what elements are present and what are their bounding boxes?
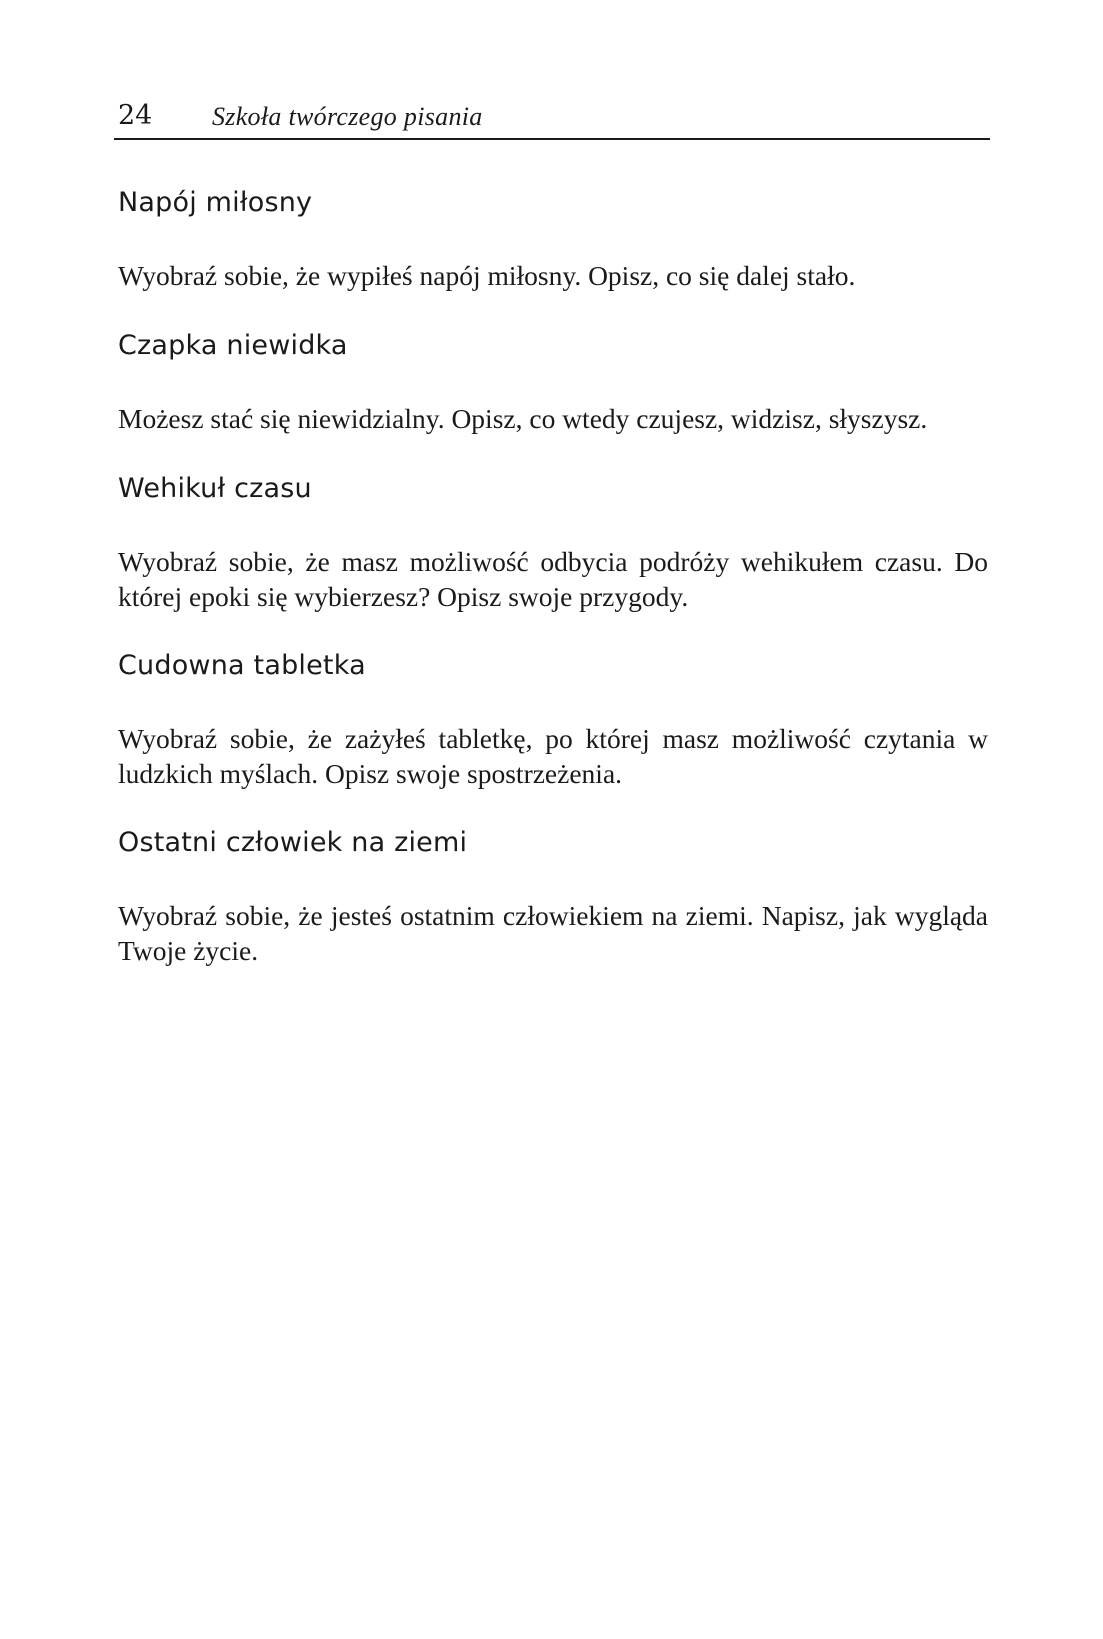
section-heading: Czapka niewidka xyxy=(118,330,348,361)
section-heading: Cudowna tabletka xyxy=(118,650,366,681)
section-wehikul-czasu xyxy=(118,474,988,614)
section-body: Wyobraź sobie, że jesteś ostatnim człowiekiem na ziemi. Napisz, jak wygląda Twoje życie. xyxy=(118,900,988,966)
section-napoj-milosny xyxy=(118,188,988,293)
section-cudowna-tabletka xyxy=(118,651,988,791)
section-czapka-niewidka xyxy=(118,331,988,436)
section-heading: Wehikuł czasu xyxy=(118,473,312,504)
section-ostatni-czlowiek xyxy=(118,828,988,968)
section-body: Wyobraź sobie, że masz możliwość odbycia podróży wehikułem czasu. Do której epoki się wybierzesz? Opisz swoje przygody. xyxy=(118,546,988,612)
section-body: Wyobraź sobie, że zażyłeś tabletkę, po której masz możliwość czytania w ludzkich myślach. Opisz swoje spostrzeżenia. xyxy=(118,723,988,789)
section-heading: Napój miłosny xyxy=(118,187,313,218)
section-body: Wyobraź sobie, że wypiłeś napój miłosny. Opisz, co się dalej stało. xyxy=(118,260,856,291)
running-header xyxy=(114,96,990,140)
page-number: 24 xyxy=(118,100,153,131)
section-body: Możesz stać się niewidzialny. Opisz, co wtedy czujesz, widzisz, słyszysz. xyxy=(118,403,928,434)
section-heading: Ostatni człowiek na ziemi xyxy=(118,827,468,858)
running-title: Szkoła twórczego pisania xyxy=(212,102,483,131)
